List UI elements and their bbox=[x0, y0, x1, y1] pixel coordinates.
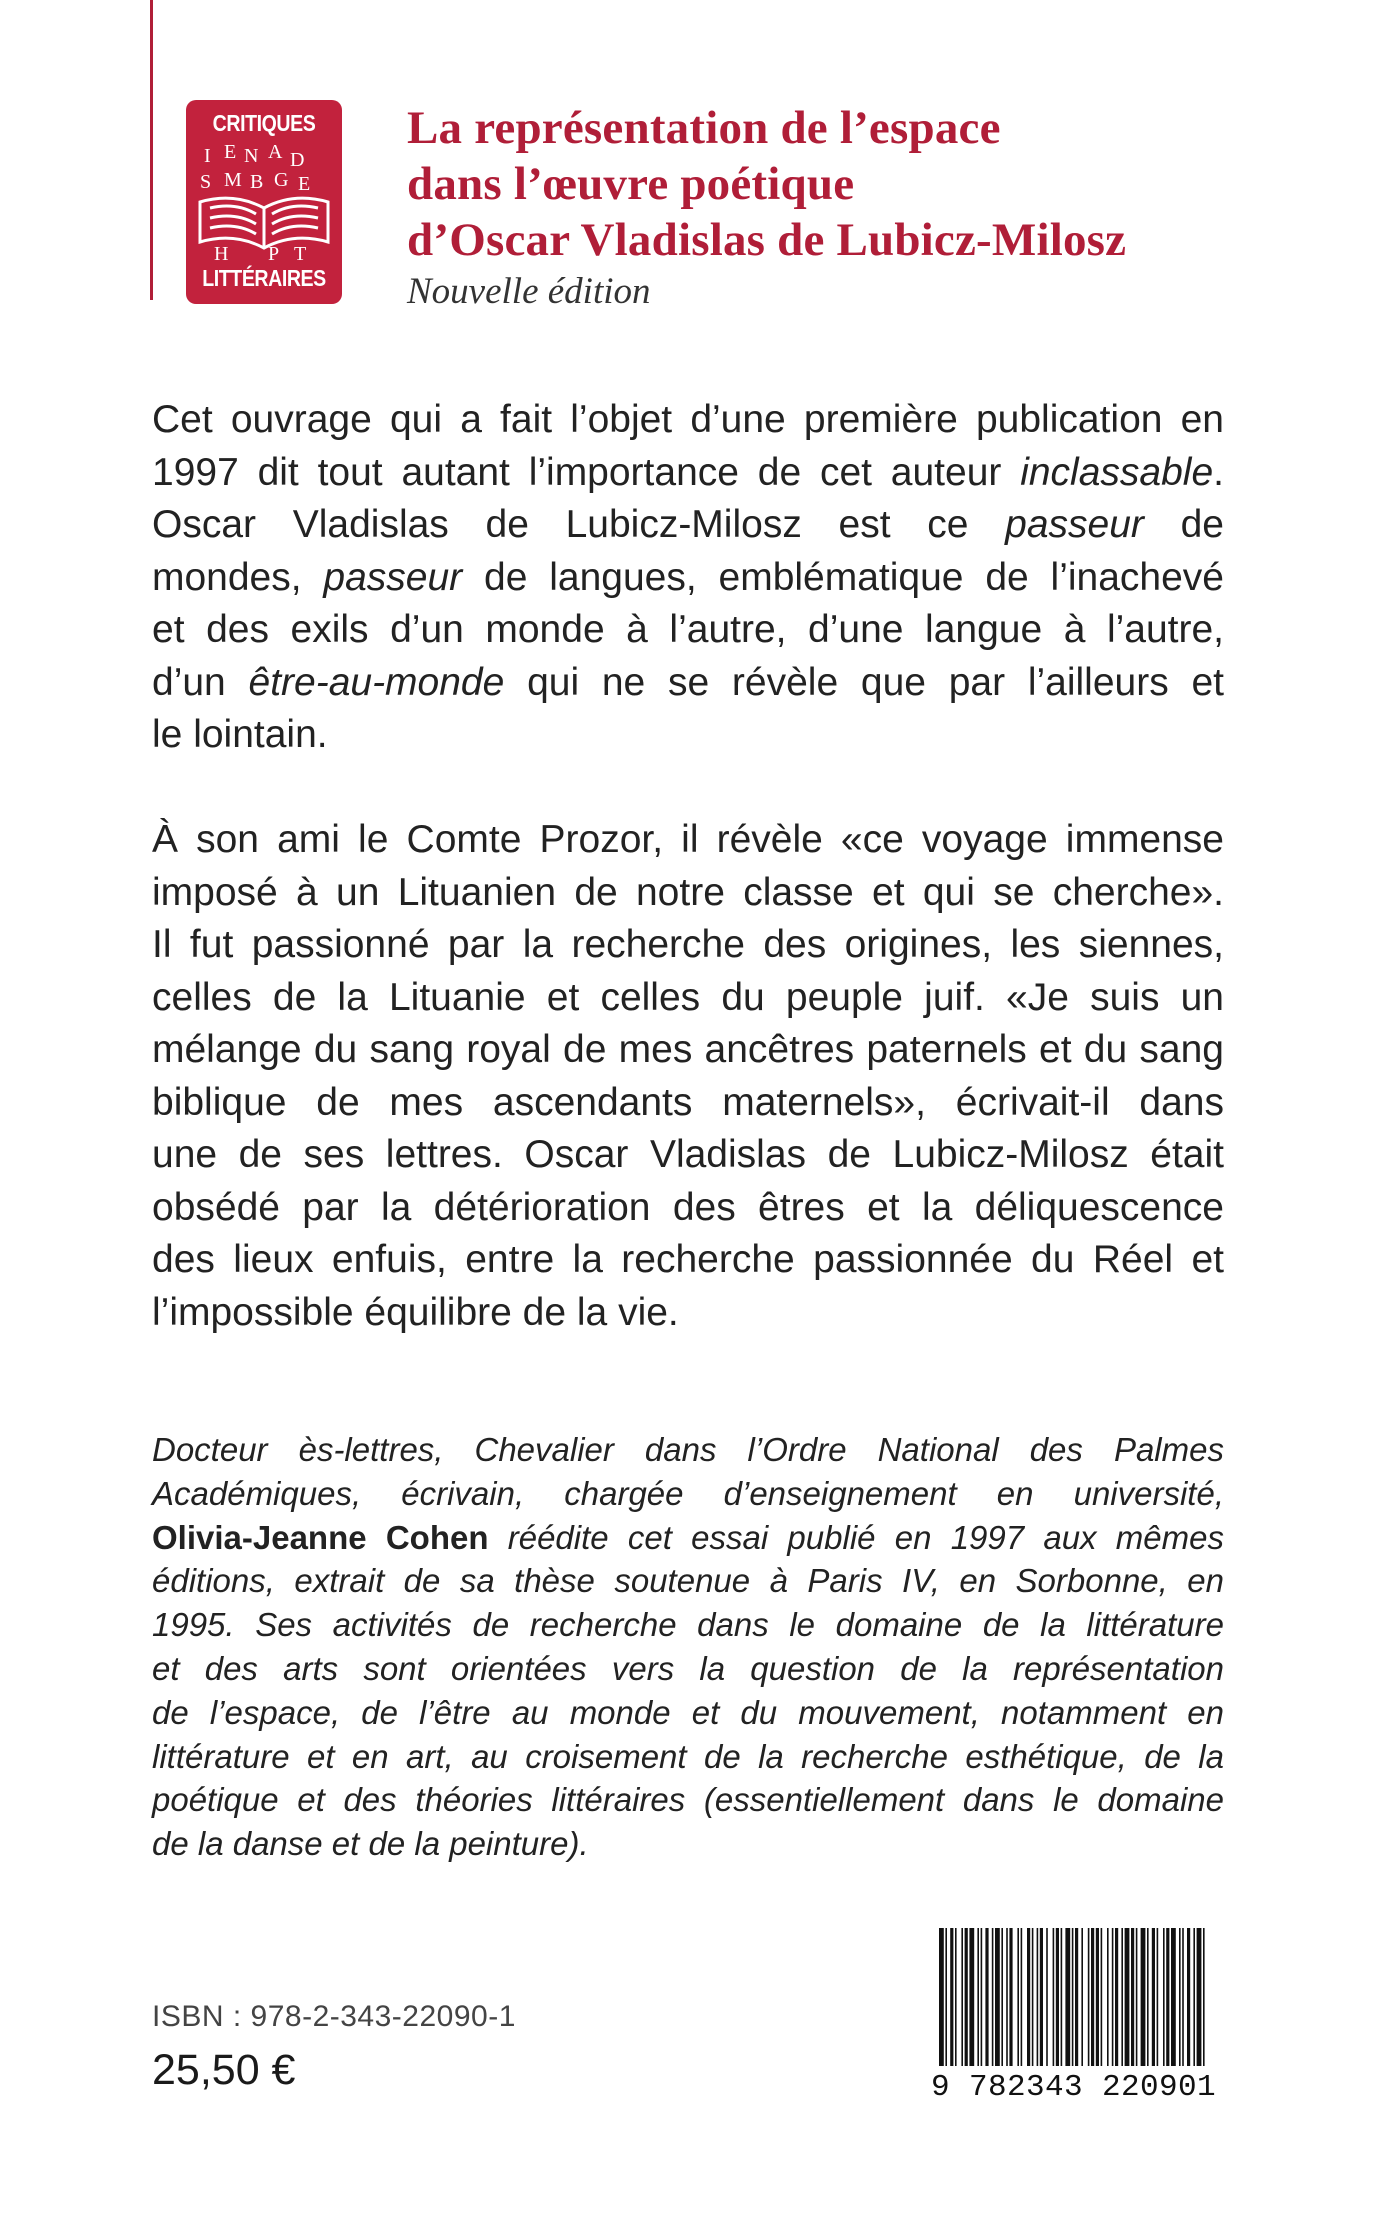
synopsis-paragraph-1 bbox=[152, 394, 1224, 762]
barcode-bar bbox=[939, 1928, 944, 2066]
logo-letter: M bbox=[224, 169, 242, 191]
text-line: mondes, passeur de langues, emblématique de l’inachevé bbox=[152, 555, 1224, 599]
barcode-bar bbox=[1187, 1928, 1190, 2066]
barcode-digits: 9 782343 220901 bbox=[931, 2070, 1217, 2105]
barcode-bar bbox=[950, 1928, 953, 2066]
barcode-bar bbox=[1088, 1928, 1090, 2066]
logo-letter: P bbox=[268, 243, 280, 265]
text-line: éditions, extrait de sa thèse soutenue à Paris IV, en Sorbonne, en bbox=[152, 1562, 1224, 1600]
barcode-bar bbox=[1203, 1928, 1205, 2066]
barcode-bar bbox=[1021, 1928, 1023, 2066]
barcode-bar bbox=[1040, 1928, 1043, 2066]
barcode-bar bbox=[1121, 1928, 1123, 2066]
title-line-2: dans l’œuvre poétique bbox=[407, 158, 855, 210]
text-line: et des exils d’un monde à l’autre, d’une langue à l’autre, bbox=[152, 608, 1224, 651]
text-line: une de ses lettres. Oscar Vladislas de Lubicz-Milosz était bbox=[152, 1133, 1224, 1176]
red-divider-line bbox=[150, 0, 153, 300]
barcode-bar bbox=[1009, 1928, 1012, 2066]
text-line: À son ami le Comte Prozor, il révèle «ce voyage immense bbox=[152, 818, 1224, 861]
barcode-bar bbox=[1125, 1928, 1130, 2066]
barcode-bar bbox=[945, 1928, 947, 2066]
italic-word: inclassable bbox=[1020, 450, 1214, 494]
text-line: 1997 dit tout autant l’importance de cet auteur inclassable. bbox=[152, 450, 1224, 494]
barcode-bar bbox=[977, 1928, 979, 2066]
text-line: obsédé par la détérioration des êtres et la déliquescence bbox=[152, 1185, 1224, 1229]
text-line: poétique et des théories littéraires (essentiellement dans le domaine bbox=[152, 1781, 1224, 1819]
synopsis-paragraph-2 bbox=[152, 814, 1224, 1339]
text-line: Oscar Vladislas de Lubicz-Milosz est ce passeur de bbox=[152, 503, 1224, 546]
text-line: d’un être-au-monde qui ne se révèle que par l’ailleurs et bbox=[152, 660, 1224, 704]
text-line: et des arts sont orientées vers la question de la représentation bbox=[152, 1649, 1224, 1687]
text-line: le lointain. bbox=[152, 713, 328, 756]
barcode-bar bbox=[985, 1928, 988, 2066]
text-line: 1995. Ses activités de recherche dans le domaine de la littérature bbox=[152, 1606, 1224, 1644]
text-line: Olivia-Jeanne Cohen réédite cet essai publié en 1997 aux mêmes bbox=[152, 1518, 1224, 1556]
series-logo-top-label: CRITIQUES bbox=[212, 110, 316, 136]
author-name: Olivia-Jeanne Cohen bbox=[152, 1518, 489, 1556]
barcode-bar bbox=[1147, 1928, 1149, 2066]
title-line-1: La représentation de l’espace bbox=[407, 102, 1001, 154]
barcode-bar bbox=[1152, 1928, 1155, 2066]
barcode-bar bbox=[961, 1928, 963, 2066]
barcode-bar bbox=[1075, 1928, 1078, 2066]
text-line: Académiques, écrivain, chargée d’enseignement en université, bbox=[152, 1474, 1224, 1512]
barcode-bar bbox=[992, 1928, 994, 2066]
logo-letter: H bbox=[214, 243, 229, 265]
barcode-bar bbox=[965, 1928, 968, 2066]
text-line: Docteur ès-lettres, Chevalier dans l’Ordre National des Palmes bbox=[152, 1431, 1224, 1468]
barcode-bar bbox=[1163, 1928, 1165, 2066]
logo-letter: E bbox=[224, 142, 237, 163]
barcode-bar bbox=[1056, 1928, 1059, 2066]
text-line: Cet ouvrage qui a fait l’objet d’une première publication en bbox=[152, 398, 1224, 441]
text-line: celles de la Lituanie et celles du peuple juif. «Je suis un bbox=[152, 975, 1224, 1019]
text-line: littérature et en art, au croisement de la recherche esthétique, de la bbox=[152, 1737, 1224, 1775]
logo-letter: B bbox=[250, 171, 264, 193]
series-logo-bottom-label: LITTÉRAIRES bbox=[202, 265, 326, 291]
barcode-bar bbox=[1046, 1928, 1048, 2066]
text-line: l’impossible équilibre de la vie. bbox=[152, 1290, 679, 1334]
barcode-bar bbox=[1131, 1928, 1134, 2066]
logo-letter: D bbox=[290, 149, 305, 171]
barcode-bar bbox=[1197, 1928, 1202, 2066]
barcode-bar bbox=[1037, 1928, 1039, 2066]
barcode-bar bbox=[1081, 1928, 1083, 2066]
barcode-bar bbox=[1107, 1928, 1109, 2066]
barcode-bar bbox=[1072, 1928, 1074, 2066]
author-bio bbox=[152, 1428, 1224, 1866]
text-line: imposé à un Lituanien de notre classe et qui se cherche». bbox=[152, 870, 1224, 914]
barcode-bar bbox=[1096, 1928, 1099, 2066]
barcode-bar bbox=[1171, 1928, 1176, 2066]
barcode-bar bbox=[1101, 1928, 1103, 2066]
barcode-bar bbox=[995, 1928, 1000, 2066]
barcode-bar bbox=[969, 1928, 974, 2066]
barcode-bar bbox=[1065, 1928, 1070, 2066]
barcode-bar bbox=[1115, 1928, 1118, 2066]
barcode-bar bbox=[1157, 1928, 1159, 2066]
barcode-bar bbox=[1136, 1928, 1138, 2066]
edition-subtitle: Nouvelle édition bbox=[407, 271, 651, 312]
barcode-bar bbox=[981, 1928, 983, 2066]
logo-letter: G bbox=[274, 169, 289, 191]
barcode-bar bbox=[1182, 1928, 1184, 2066]
isbn-label: ISBN : 978-2-343-22090-1 bbox=[152, 2000, 516, 2033]
logo-letter: I bbox=[204, 145, 211, 167]
barcode-bar bbox=[1032, 1928, 1034, 2066]
barcode-bar bbox=[1027, 1928, 1030, 2066]
logo-letter: A bbox=[268, 142, 283, 163]
barcode-bar bbox=[1112, 1928, 1114, 2066]
barcode-bar bbox=[1006, 1928, 1008, 2066]
text-line: biblique de mes ascendants maternels», écrivait-il dans bbox=[152, 1080, 1224, 1124]
logo-letter: T bbox=[294, 243, 307, 265]
barcode-bar bbox=[1091, 1928, 1094, 2066]
price-label: 25,50 € bbox=[152, 2046, 296, 2094]
logo-letter: S bbox=[200, 171, 212, 193]
logo-letter: N bbox=[244, 145, 259, 167]
italic-word: être-au-monde bbox=[248, 660, 505, 704]
text-line: Il fut passionné par la recherche des origines, les siennes, bbox=[152, 923, 1224, 966]
text-line: des lieux enfuis, entre la recherche passionnée du Réel et bbox=[152, 1238, 1224, 1281]
text-line: de la danse et de la peinture). bbox=[152, 1825, 589, 1863]
barcode-bar bbox=[1166, 1928, 1169, 2066]
barcode-bar bbox=[1053, 1928, 1055, 2066]
open-book-icon bbox=[194, 142, 334, 266]
logo-letter: E bbox=[298, 173, 311, 195]
barcode-bar bbox=[955, 1928, 957, 2066]
italic-word: passeur bbox=[1005, 503, 1144, 546]
barcode-bar bbox=[1193, 1928, 1195, 2066]
barcode-bar bbox=[1179, 1928, 1181, 2066]
barcode-bar bbox=[1141, 1928, 1146, 2066]
barcode-bar bbox=[1001, 1928, 1003, 2066]
book-title bbox=[407, 100, 1307, 314]
barcode-bar bbox=[1017, 1928, 1019, 2066]
title-line-3: d’Oscar Vladislas de Lubicz-Milosz bbox=[407, 214, 1127, 266]
italic-word: passeur bbox=[323, 555, 463, 599]
text-line: de l’espace, de l’être au monde et du mouvement, notamment en bbox=[152, 1693, 1224, 1731]
barcode-bar bbox=[1061, 1928, 1063, 2066]
series-logo bbox=[186, 100, 342, 304]
text-line: mélange du sang royal de mes ancêtres paternels et du sang bbox=[152, 1028, 1224, 1071]
